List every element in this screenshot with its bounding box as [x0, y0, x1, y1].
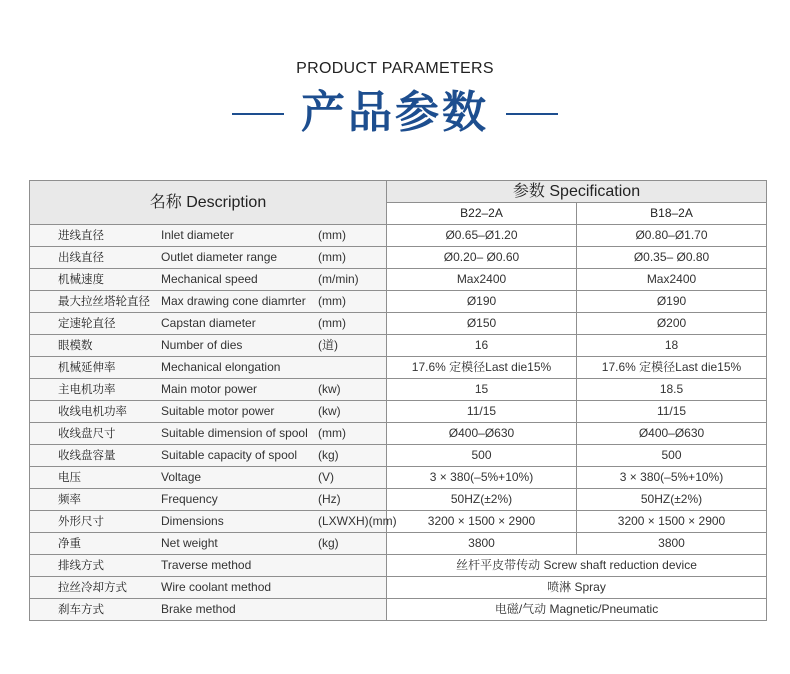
value-b22: 17.6% 定模径Last die15% — [387, 357, 577, 379]
value-b22: 16 — [387, 335, 577, 357]
value-b18: 18 — [577, 335, 767, 357]
row-label-english: Brake method — [161, 602, 236, 616]
row-unit: (mm) — [318, 426, 346, 440]
value-b18: Ø0.80–Ø1.70 — [577, 225, 767, 247]
row-label-chinese: 眼模数 — [58, 338, 93, 352]
row-unit: (kw) — [318, 404, 341, 418]
specification-header: 参数 Specification — [387, 181, 767, 203]
value-b22: 15 — [387, 379, 577, 401]
description-header: 名称 Description — [30, 181, 387, 225]
row-label-chinese: 拉丝冷却方式 — [58, 580, 127, 594]
row-description — [30, 533, 387, 555]
value-b22: Ø190 — [387, 291, 577, 313]
row-label-chinese: 最大拉丝塔轮直径 — [58, 294, 150, 308]
value-b22: Ø0.20– Ø0.60 — [387, 247, 577, 269]
table-row — [30, 379, 767, 401]
value-b18: 3200 × 1500 × 2900 — [577, 511, 767, 533]
table-row — [30, 467, 767, 489]
row-description — [30, 555, 387, 577]
value-b18: 500 — [577, 445, 767, 467]
row-label-english: Wire coolant method — [161, 580, 272, 594]
row-unit: (mm) — [318, 250, 346, 264]
row-label-english: Capstan diameter — [161, 316, 256, 330]
row-description — [30, 291, 387, 313]
parameters-table — [29, 180, 767, 621]
value-b22: 3200 × 1500 × 2900 — [387, 511, 577, 533]
row-description — [30, 511, 397, 533]
row-label-chinese: 收线电机功率 — [58, 404, 127, 418]
row-label-chinese: 刹车方式 — [58, 602, 104, 616]
value-b22: Ø400–Ø630 — [387, 423, 577, 445]
row-label-chinese: 出线直径 — [58, 250, 104, 264]
value-b22: 500 — [387, 445, 577, 467]
value-b22: 3 × 380(–5%+10%) — [387, 467, 577, 489]
row-label-english: Mechanical speed — [161, 272, 258, 286]
value-b22: 3800 — [387, 533, 577, 555]
row-label-english: Number of dies — [161, 338, 243, 352]
value-b22: Max2400 — [387, 269, 577, 291]
value-b22: 50HZ(±2%) — [387, 489, 577, 511]
value-b22: Ø150 — [387, 313, 577, 335]
row-unit: (道) — [318, 338, 338, 352]
row-description — [30, 379, 387, 401]
table-row — [30, 577, 767, 599]
page-title-chinese: 产品参数 — [301, 87, 489, 138]
row-label-chinese: 频率 — [58, 492, 81, 506]
row-unit: (kg) — [318, 536, 339, 550]
row-description — [30, 401, 387, 423]
row-unit: (kg) — [318, 448, 339, 462]
row-unit: (Hz) — [318, 492, 341, 506]
table-row — [30, 489, 767, 511]
row-description — [30, 599, 387, 621]
row-label-chinese: 机械延伸率 — [58, 360, 116, 374]
table-row — [30, 511, 767, 533]
value-b18: 50HZ(±2%) — [577, 489, 767, 511]
table-row — [30, 401, 767, 423]
table-row — [30, 555, 767, 577]
row-label-english: Main motor power — [161, 382, 258, 396]
table-body — [30, 225, 767, 621]
row-description — [30, 357, 387, 379]
row-description — [30, 577, 387, 599]
row-description — [30, 467, 387, 489]
value-b18: Ø400–Ø630 — [577, 423, 767, 445]
title-rule-right — [506, 113, 558, 115]
table-row — [30, 599, 767, 621]
row-label-english: Inlet diameter — [161, 228, 234, 242]
value-b18: 3 × 380(–5%+10%) — [577, 467, 767, 489]
row-label-english: Outlet diameter range — [161, 250, 278, 264]
page-title-row — [0, 88, 790, 138]
value-b18: Ø0.35– Ø0.80 — [577, 247, 767, 269]
row-description — [30, 269, 387, 291]
row-description — [30, 225, 387, 247]
row-label-chinese: 排线方式 — [58, 558, 104, 572]
row-label-english: Net weight — [161, 536, 218, 550]
value-b18: Max2400 — [577, 269, 767, 291]
value-b18: 3800 — [577, 533, 767, 555]
row-description — [30, 489, 387, 511]
page-title-english: PRODUCT PARAMETERS — [296, 60, 494, 77]
row-label-english: Mechanical elongation — [161, 360, 281, 374]
row-label-chinese: 外形尺寸 — [58, 514, 104, 528]
row-label-chinese: 收线盘容量 — [58, 448, 116, 462]
value-b22: Ø0.65–Ø1.20 — [387, 225, 577, 247]
row-label-chinese: 主电机功率 — [58, 382, 116, 396]
table-row — [30, 269, 767, 291]
table-row — [30, 445, 767, 467]
table-row — [30, 291, 767, 313]
row-label-chinese: 定速轮直径 — [58, 316, 116, 330]
value-b18: Ø190 — [577, 291, 767, 313]
value-b22: 11/15 — [387, 401, 577, 423]
row-label-english: Voltage — [161, 470, 202, 484]
value-b18: 17.6% 定模径Last die15% — [577, 357, 767, 379]
row-label-chinese: 电压 — [58, 470, 81, 484]
shared-value: 电磁/气动 Magnetic/Pneumatic — [387, 599, 767, 621]
table-row — [30, 423, 767, 445]
table-row — [30, 533, 767, 555]
model-header-b18: B18–2A — [577, 203, 767, 225]
value-b18: 18.5 — [577, 379, 767, 401]
shared-value: 喷淋 Spray — [387, 577, 767, 599]
row-description — [30, 313, 387, 335]
row-label-english: Suitable motor power — [161, 404, 275, 418]
row-description — [30, 445, 387, 467]
row-unit: (LXWXH)(mm) — [318, 514, 397, 528]
row-label-english: Suitable dimension of spool — [161, 426, 308, 440]
row-label-chinese: 净重 — [58, 536, 81, 550]
row-unit: (kw) — [318, 382, 341, 396]
page-header — [0, 0, 790, 170]
row-label-english: Traverse method — [161, 558, 252, 572]
row-label-chinese: 收线盘尺寸 — [58, 426, 116, 440]
row-unit: (mm) — [318, 316, 346, 330]
row-label-english: Dimensions — [161, 514, 224, 528]
value-b18: Ø200 — [577, 313, 767, 335]
row-description — [30, 335, 387, 357]
table-row — [30, 225, 767, 247]
row-label-english: Frequency — [161, 492, 218, 506]
table-row — [30, 247, 767, 269]
table-row — [30, 313, 767, 335]
row-unit: (mm) — [318, 228, 346, 242]
model-header-b22: B22–2A — [387, 203, 577, 225]
table-row — [30, 357, 767, 379]
row-unit: (V) — [318, 470, 334, 484]
row-label-english: Max drawing cone diamrter — [161, 294, 306, 308]
row-label-chinese: 机械速度 — [58, 272, 104, 286]
row-label-chinese: 进线直径 — [58, 228, 104, 242]
row-unit: (mm) — [318, 294, 346, 308]
row-description — [30, 423, 387, 445]
row-label-english: Suitable capacity of spool — [161, 448, 298, 462]
row-description — [30, 247, 387, 269]
shared-value: 丝杆平皮带传动 Screw shaft reduction device — [387, 555, 767, 577]
table-row — [30, 335, 767, 357]
row-unit: (m/min) — [318, 272, 359, 286]
value-b18: 11/15 — [577, 401, 767, 423]
